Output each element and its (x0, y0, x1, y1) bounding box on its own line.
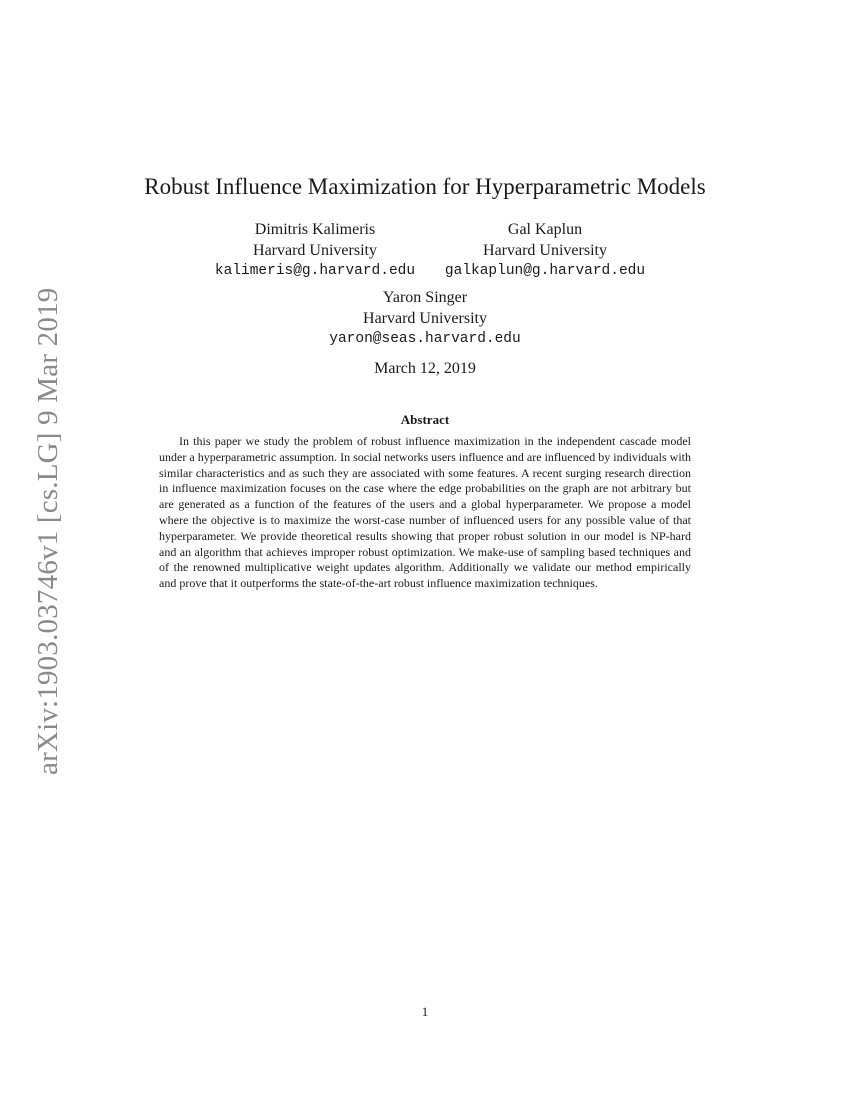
author-block (195, 219, 435, 282)
author-name: Dimitris Kalimeris (254, 221, 376, 238)
author-name: Gal Kaplun (507, 221, 583, 238)
author-affiliation: Harvard University (253, 242, 377, 259)
abstract-heading: Abstract (400, 412, 450, 427)
author-affiliation: Harvard University (483, 242, 607, 259)
abstract-text: In this paper we study the problem of robust influence maximization in the independent cascade model under a hyperparametric assumption. In social networks users influence and are influenced by individuals with similar characteristics and as such they are associated with some features. A recent surging research direction in influence maximization focuses on the case where the edge probabilities on the graph are not arbitrary but are generated as a function of the features of the users and a global hyperparameter. We propose a model where the objective is to maximize the worst-case number of influenced users for any possible value of that hyperparameter. We provide theoretical results showing that proper robust solution in our model is NP-hard and an algorithm that achieves improper robust optimization. We make-use of sampling based techniques and of the renowned multiplicative weight updates algorithm. Additionally we validate our method empirically and prove that it outperforms the state-of-the-art robust influence maximization techniques. (159, 434, 691, 591)
page-number: 1 (421, 1004, 429, 1019)
arxiv-identifier-stamp: arXiv:1903.03746v1 [cs.LG] 9 Mar 2019 (32, 287, 64, 775)
paper-title: Robust Influence Maximization for Hyperparametric Models (144, 174, 706, 199)
author-email: yaron@seas.harvard.edu (329, 331, 521, 347)
author-name: Yaron Singer (382, 289, 468, 306)
author-block (305, 287, 545, 350)
author-email: galkaplun@g.harvard.edu (444, 263, 646, 279)
author-email: kalimeris@g.harvard.edu (214, 263, 416, 279)
author-affiliation: Harvard University (363, 310, 487, 327)
paper-date: March 12, 2019 (374, 360, 476, 377)
author-block (425, 219, 665, 282)
